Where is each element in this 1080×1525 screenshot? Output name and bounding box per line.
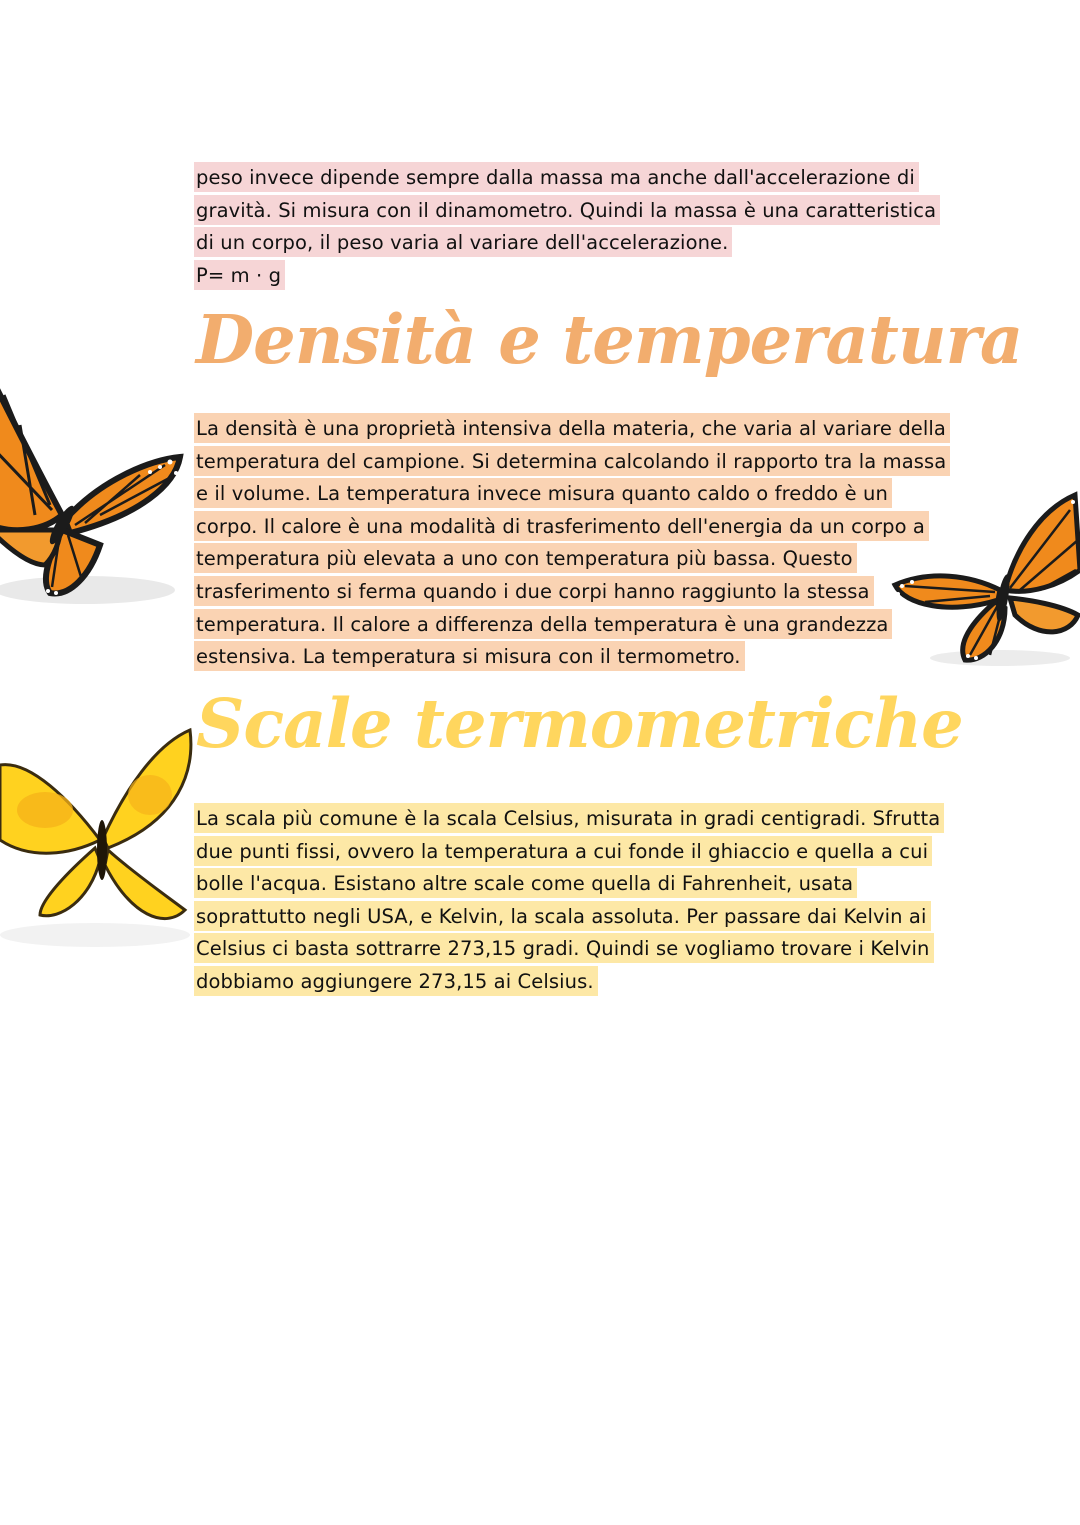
text-line: Celsius ci basta sottrarre 273,15 gradi. Quindi se vogliamo trovare i Kelvin: [194, 933, 934, 963]
density-paragraph: [194, 413, 954, 674]
text-line: bolle l'acqua. Esistano altre scale come quella di Fahrenheit, usata: [194, 868, 857, 898]
text-line: La scala più comune è la scala Celsius, misurata in gradi centigradi. Sfrutta: [194, 803, 944, 833]
yellow-butterfly-icon: [0, 720, 200, 950]
text-line: estensiva. La temperatura si misura con il termometro.: [194, 641, 745, 671]
formula-line: P= m · g: [194, 260, 285, 290]
text-line: di un corpo, il peso varia al variare dell'accelerazione.: [194, 227, 732, 257]
section-heading-scales: Scale termometriche: [196, 684, 963, 763]
text-line: temperatura del campione. Si determina calcolando il rapporto tra la massa: [194, 446, 950, 476]
text-line: due punti fissi, ovvero la temperatura a cui fonde il ghiaccio e quella a cui: [194, 836, 932, 866]
intro-paragraph: [194, 162, 954, 292]
text-line: peso invece dipende sempre dalla massa ma anche dall'accelerazione di: [194, 162, 919, 192]
text-line: soprattutto negli USA, e Kelvin, la scala assoluta. Per passare dai Kelvin ai: [194, 901, 931, 931]
scales-paragraph: [194, 803, 954, 999]
text-line: corpo. Il calore è una modalità di trasferimento dell'energia da un corpo a: [194, 511, 929, 541]
text-line: La densità è una proprietà intensiva della materia, che varia al variare della: [194, 413, 950, 443]
text-line: dobbiamo aggiungere 273,15 ai Celsius.: [194, 966, 598, 996]
text-line: temperatura più elevata a uno con temperatura più bassa. Questo: [194, 543, 857, 573]
text-line: e il volume. La temperatura invece misura quanto caldo o freddo è un: [194, 478, 892, 508]
text-line: trasferimento si ferma quando i due corpi hanno raggiunto la stessa: [194, 576, 874, 606]
text-line: temperatura. Il calore a differenza della temperatura è una grandezza: [194, 609, 892, 639]
monarch-butterfly-icon: [890, 490, 1080, 668]
monarch-butterfly-icon: [0, 365, 195, 610]
section-heading-density: Densità e temperatura: [196, 300, 1023, 379]
text-line: gravità. Si misura con il dinamometro. Quindi la massa è una caratteristica: [194, 195, 940, 225]
